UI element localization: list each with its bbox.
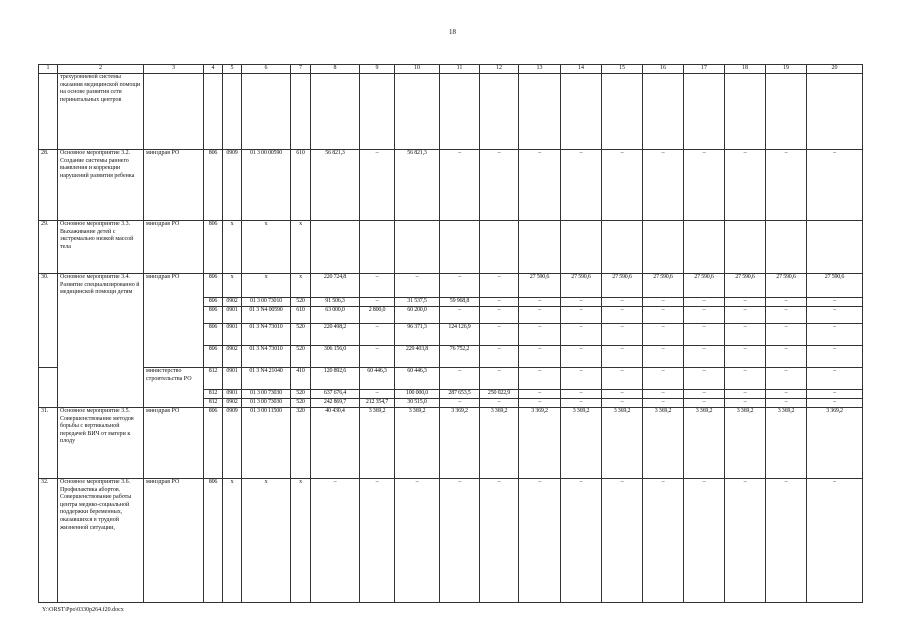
table-cell: 27 590,6 — [684, 274, 725, 298]
table-cell: 01 3 00 73010 — [242, 298, 291, 307]
table-cell: – — [725, 368, 766, 390]
table-cell: – — [807, 324, 863, 346]
table-cell: – — [519, 298, 561, 307]
table-cell: 01 3 N4 73010 — [242, 324, 291, 346]
table-cell: – — [643, 150, 684, 221]
table-cell: – — [519, 399, 561, 408]
table-cell: – — [684, 150, 725, 221]
table-cell: – — [480, 368, 519, 390]
table-cell: 3 369,2 — [519, 408, 561, 479]
header-cell: 14 — [561, 65, 602, 74]
table-cell: 0901 — [223, 324, 242, 346]
table-cell: 806 — [204, 298, 223, 307]
table-cell: – — [766, 298, 807, 307]
table-cell: – — [519, 479, 561, 603]
table-cell: – — [561, 390, 602, 399]
table-cell: – — [684, 346, 725, 368]
table-cell: – — [807, 368, 863, 390]
header-cell: 12 — [480, 65, 519, 74]
table-cell: – — [440, 479, 480, 603]
header-cell: 16 — [643, 65, 684, 74]
table-cell: 91 506,3 — [311, 298, 360, 307]
table-cell: х — [242, 221, 291, 274]
table-cell: – — [519, 368, 561, 390]
table-cell: 520 — [291, 390, 311, 399]
table-cell: – — [807, 346, 863, 368]
table-cell: 520 — [291, 399, 311, 408]
table-cell: – — [684, 399, 725, 408]
table-cell: х — [223, 479, 242, 603]
table-cell: 3 369,2 — [360, 408, 395, 479]
table-cell: 27 590,6 — [807, 274, 863, 298]
table-cell: – — [807, 479, 863, 603]
table-cell: – — [360, 150, 395, 221]
table-cell: – — [440, 150, 480, 221]
row-name: Основное мероприятие 3.6. Профилактика абортов. Совершенствование работы центра медико-социальной поддержки беременных, оказавшихся в трудной жизненной ситуации, — [58, 479, 144, 603]
table-cell: 250 022,9 — [480, 390, 519, 399]
table-cell: – — [561, 399, 602, 408]
table-row — [39, 479, 863, 603]
table-cell: 242 869,7 — [311, 399, 360, 408]
table-cell: – — [684, 390, 725, 399]
table-cell: – — [725, 150, 766, 221]
table-cell: 410 — [291, 368, 311, 390]
header-cell: 18 — [725, 65, 766, 74]
table-cell: 806 — [204, 408, 223, 479]
table-cell: – — [519, 307, 561, 324]
table-cell: – — [480, 479, 519, 603]
header-cell: 5 — [223, 65, 242, 74]
row-name: Основное мероприятие 3.5. Совершенствование методов борьбы с вертикальной передачей ВИЧ от матери к плоду — [58, 408, 144, 479]
table-cell: 610 — [291, 307, 311, 324]
table-cell: 100 000,0 — [395, 390, 440, 399]
table-cell: 30 515,0 — [395, 399, 440, 408]
table-cell: 01 3 00 73030 — [242, 399, 291, 408]
header-cell: 3 — [144, 65, 204, 74]
table-cell: – — [766, 346, 807, 368]
table-cell: – — [602, 390, 643, 399]
table-cell: – — [725, 324, 766, 346]
table-cell: 27 590,6 — [725, 274, 766, 298]
table-cell: – — [643, 324, 684, 346]
table-cell: 3 369,2 — [643, 408, 684, 479]
table-cell: – — [602, 346, 643, 368]
table-cell: – — [440, 307, 480, 324]
table-cell: – — [480, 399, 519, 408]
table-cell: 3 369,2 — [807, 408, 863, 479]
table-cell: – — [561, 307, 602, 324]
row-name: Основное мероприятие 3.4. Развитие специализированно й медицинской помощи детям — [58, 274, 144, 408]
table-cell: – — [807, 399, 863, 408]
header-cell: 9 — [360, 65, 395, 74]
table-cell: – — [766, 368, 807, 390]
table-cell: 3 369,2 — [561, 408, 602, 479]
table-cell: 812 — [204, 390, 223, 399]
table-cell: – — [684, 298, 725, 307]
header-cell: 1 — [39, 65, 58, 74]
table-cell: 806 — [204, 150, 223, 221]
row-number: 28. — [39, 150, 58, 221]
table-cell: 0902 — [223, 399, 242, 408]
table-cell: – — [725, 390, 766, 399]
table-cell: 812 — [204, 368, 223, 390]
row-executor: минздрав РО — [144, 150, 204, 221]
table-cell: – — [561, 368, 602, 390]
table-cell: 320 — [291, 408, 311, 479]
row-executor: министерство строительства РО — [144, 368, 204, 408]
table-cell: х — [242, 274, 291, 298]
table-cell: – — [684, 479, 725, 603]
table-cell: х — [223, 221, 242, 274]
header-cell: 8 — [311, 65, 360, 74]
table-cell: – — [440, 368, 480, 390]
table-cell: – — [643, 390, 684, 399]
table-cell: 27 590,6 — [519, 274, 561, 298]
table-cell: 60 446,3 — [395, 368, 440, 390]
table-cell: 806 — [204, 324, 223, 346]
table-cell: 212 354,7 — [360, 399, 395, 408]
table-cell: – — [684, 324, 725, 346]
row-name: Основное мероприятие 3.2. Создание системы раннего выявления и коррекции нарушений развития ребенка — [58, 150, 144, 221]
table-cell: 812 — [204, 399, 223, 408]
table-cell: – — [480, 274, 519, 298]
table-cell: – — [684, 368, 725, 390]
table-cell: – — [643, 346, 684, 368]
table-cell: – — [360, 298, 395, 307]
table-cell: 01 3 00 00590 — [242, 150, 291, 221]
table-cell: – — [395, 274, 440, 298]
table-cell: х — [291, 274, 311, 298]
table-cell: х — [223, 274, 242, 298]
table-cell: – — [807, 150, 863, 221]
table-cell: 3 369,2 — [766, 408, 807, 479]
table-row — [39, 150, 863, 221]
row-number: 29. — [39, 221, 58, 274]
table-cell: – — [440, 274, 480, 298]
row-name: трехуровневой системы оказания медицинской помощи на основе развития сети перинатальных центров — [58, 74, 144, 150]
header-cell: 2 — [58, 65, 144, 74]
row-number: 31. — [39, 408, 58, 479]
table-cell: – — [602, 307, 643, 324]
table-cell: 56 821,3 — [395, 150, 440, 221]
table-cell: – — [519, 150, 561, 221]
row-executor: минздрав РО — [144, 221, 204, 274]
table-cell: – — [602, 150, 643, 221]
table-cell: – — [807, 298, 863, 307]
table-cell: 0902 — [223, 346, 242, 368]
table-cell: 40 430,4 — [311, 408, 360, 479]
table-cell: – — [561, 324, 602, 346]
table-cell: 0909 — [223, 408, 242, 479]
table-cell: – — [643, 307, 684, 324]
table-cell: х — [242, 479, 291, 603]
table-cell: 27 590,6 — [561, 274, 602, 298]
table-cell: 01 3 N4 21040 — [242, 368, 291, 390]
header-cell: 4 — [204, 65, 223, 74]
header-cell: 19 — [766, 65, 807, 74]
table-cell: 27 590,6 — [766, 274, 807, 298]
table-cell: 220 724,8 — [311, 274, 360, 298]
table-cell: 120 892,6 — [311, 368, 360, 390]
table-cell: 27 590,6 — [643, 274, 684, 298]
table-cell: 124 126,9 — [440, 324, 480, 346]
table-cell: 3 369,2 — [480, 408, 519, 479]
header-cell: 7 — [291, 65, 311, 74]
table-cell: 96 371,3 — [395, 324, 440, 346]
table-cell: 0901 — [223, 390, 242, 399]
table-cell: – — [766, 390, 807, 399]
table-cell: 3 369,2 — [395, 408, 440, 479]
table-cell: – — [643, 479, 684, 603]
table-cell: 3 369,2 — [684, 408, 725, 479]
table-cell: 27 590,6 — [602, 274, 643, 298]
table-cell: 01 3 00 73030 — [242, 390, 291, 399]
table-cell: – — [360, 324, 395, 346]
row-name: Основное мероприятие 3.3. Выхаживание детей с экстремально низкой массой тела — [58, 221, 144, 274]
table-cell: – — [643, 399, 684, 408]
table-cell: – — [766, 479, 807, 603]
footer-file-path: Y:\ORST\Ppo\0330p264.f20.docx — [42, 607, 124, 613]
table-cell: 0901 — [223, 307, 242, 324]
table-cell: – — [480, 298, 519, 307]
table-cell: – — [725, 298, 766, 307]
table-cell: – — [519, 390, 561, 399]
table-cell: – — [602, 298, 643, 307]
table-cell: 01 3 N4 00590 — [242, 307, 291, 324]
table-cell: – — [725, 307, 766, 324]
header-cell: 15 — [602, 65, 643, 74]
page-number: 18 — [449, 28, 456, 36]
table-cell: 520 — [291, 298, 311, 307]
table-cell: 76 752,2 — [440, 346, 480, 368]
table-cell: – — [561, 346, 602, 368]
header-row — [39, 65, 863, 74]
header-cell: 11 — [440, 65, 480, 74]
table-cell: – — [519, 324, 561, 346]
table-cell: – — [725, 479, 766, 603]
table-cell: – — [725, 399, 766, 408]
table-row — [39, 74, 863, 150]
header-cell: 17 — [684, 65, 725, 74]
table-cell: – — [684, 307, 725, 324]
table-cell: – — [360, 346, 395, 368]
table-cell: – — [725, 346, 766, 368]
table-cell: – — [360, 390, 395, 399]
table-cell: 520 — [291, 346, 311, 368]
table-cell: 0901 — [223, 368, 242, 390]
table-cell: 56 821,3 — [311, 150, 360, 221]
table-cell: 3 369,2 — [725, 408, 766, 479]
table-cell: – — [766, 324, 807, 346]
header-cell: 13 — [519, 65, 561, 74]
table-cell: – — [643, 368, 684, 390]
row-executor: минздрав РО — [144, 479, 204, 603]
table-cell: – — [643, 298, 684, 307]
table-cell: – — [480, 346, 519, 368]
table-cell: х — [291, 221, 311, 274]
table-row — [39, 221, 863, 274]
table-cell: – — [807, 307, 863, 324]
table-cell: 520 — [291, 324, 311, 346]
table-cell: – — [602, 399, 643, 408]
table-cell: – — [360, 274, 395, 298]
table-cell: – — [480, 324, 519, 346]
table-cell: х — [291, 479, 311, 603]
table-cell: 287 653,5 — [440, 390, 480, 399]
table-cell: – — [602, 479, 643, 603]
table-row — [39, 274, 863, 298]
header-cell: 20 — [807, 65, 863, 74]
budget-table — [38, 64, 863, 603]
header-cell: 10 — [395, 65, 440, 74]
row-number: 30. — [39, 274, 58, 368]
table-cell: – — [311, 479, 360, 603]
table-cell: – — [766, 307, 807, 324]
table-cell: 2 800,0 — [360, 307, 395, 324]
table-cell: – — [561, 150, 602, 221]
table-cell: 31 537,5 — [395, 298, 440, 307]
header-cell: 6 — [242, 65, 291, 74]
table-cell: – — [360, 479, 395, 603]
table-cell: – — [519, 346, 561, 368]
table-cell: 806 — [204, 307, 223, 324]
table-cell: 60 200,0 — [395, 307, 440, 324]
table-cell: 610 — [291, 150, 311, 221]
table-cell: 01 3 N4 73010 — [242, 346, 291, 368]
table-cell: 59 968,8 — [440, 298, 480, 307]
table-cell: – — [480, 150, 519, 221]
table-cell: 229 403,8 — [395, 346, 440, 368]
row-executor: минздрав РО — [144, 408, 204, 479]
table-cell: – — [766, 399, 807, 408]
table-cell: 220 498,2 — [311, 324, 360, 346]
table-cell: – — [602, 368, 643, 390]
table-cell: – — [561, 298, 602, 307]
table-cell: – — [602, 324, 643, 346]
table-cell: – — [440, 399, 480, 408]
table-cell: – — [561, 479, 602, 603]
table-cell: 0902 — [223, 298, 242, 307]
table-cell: – — [766, 150, 807, 221]
table-row — [39, 408, 863, 479]
table-cell: 806 — [204, 346, 223, 368]
table-cell: 0909 — [223, 150, 242, 221]
table-cell: 806 — [204, 479, 223, 603]
table-cell: – — [807, 390, 863, 399]
row-number: 32. — [39, 479, 58, 603]
table-cell: 806 — [204, 274, 223, 298]
row-executor: минздрав РО — [144, 274, 204, 368]
table-cell: 637 676,4 — [311, 390, 360, 399]
table-cell: – — [395, 479, 440, 603]
table-cell: 60 446,3 — [360, 368, 395, 390]
table-cell: 3 369,2 — [602, 408, 643, 479]
table-cell: 306 156,0 — [311, 346, 360, 368]
table-cell: 806 — [204, 221, 223, 274]
table-cell: – — [480, 307, 519, 324]
table-row — [39, 368, 863, 390]
table-cell: 3 369,2 — [440, 408, 480, 479]
table-cell: 01 3 00 11500 — [242, 408, 291, 479]
table-cell: 63 000,0 — [311, 307, 360, 324]
